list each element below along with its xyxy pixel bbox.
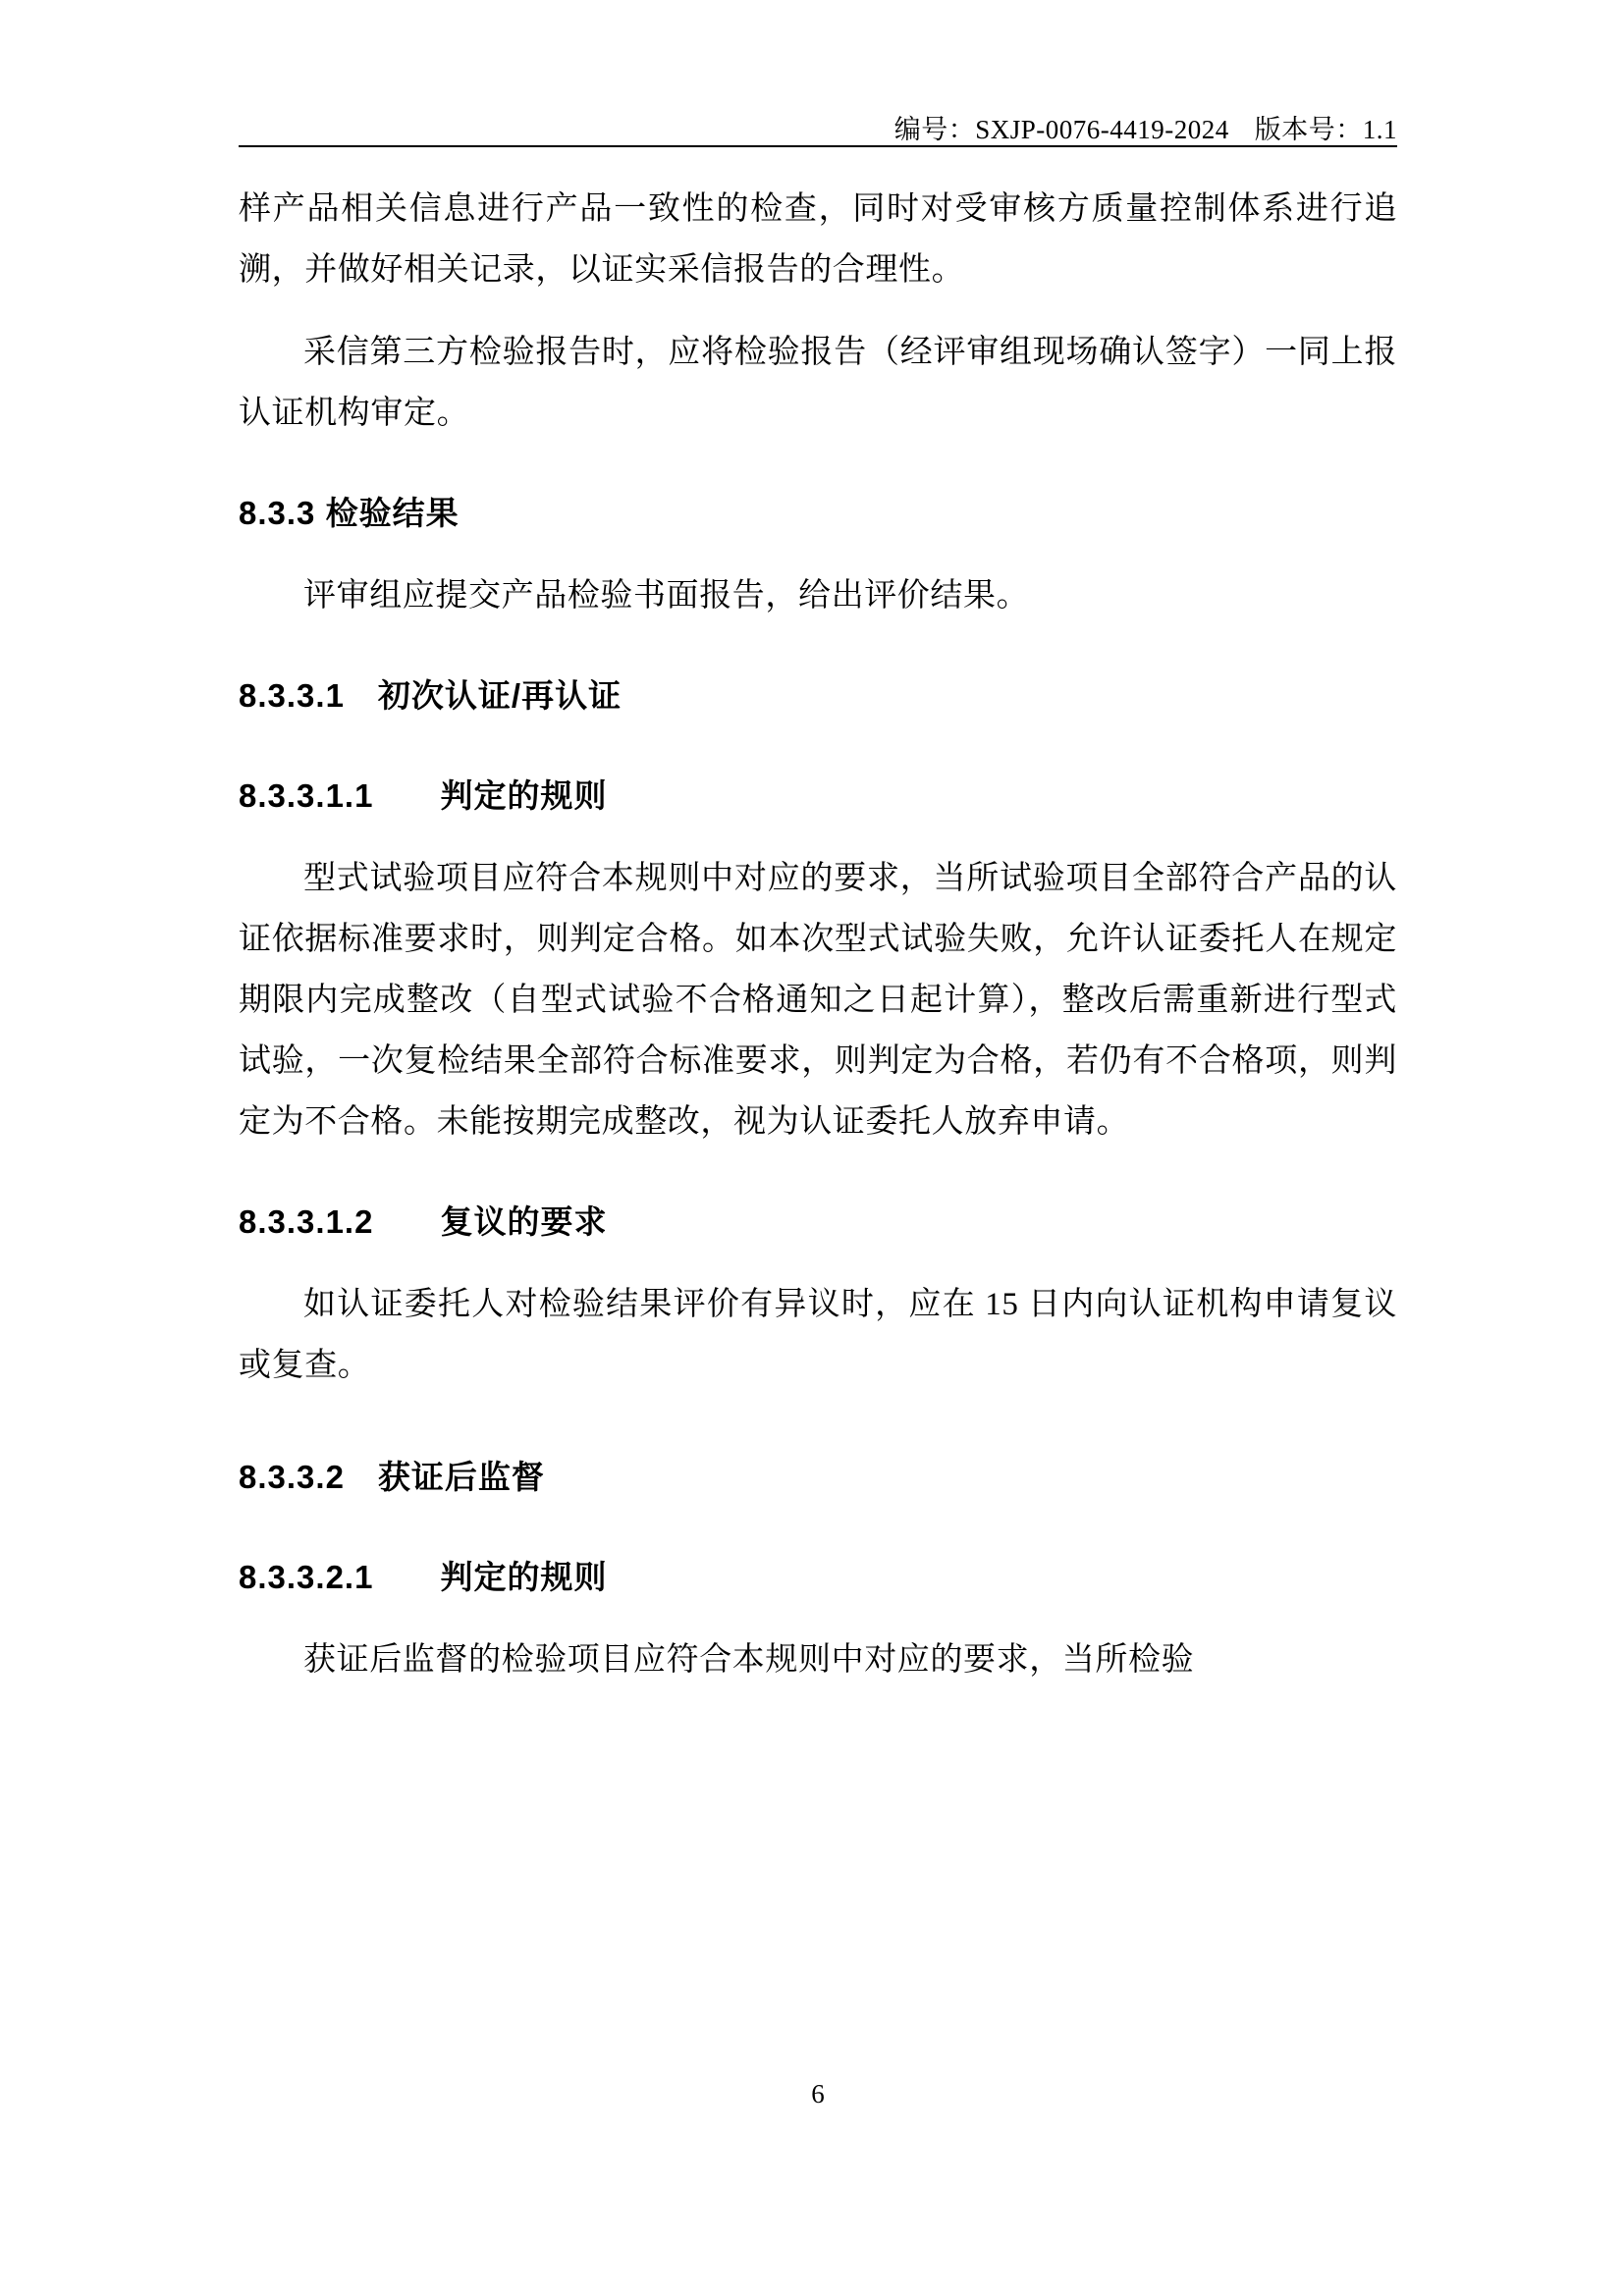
heading-8-3-3-1-1: 8.3.3.1.1 判定的规则	[239, 777, 608, 814]
paragraph-post-certification-supervision: 获证后监督的检验项目应符合本规则中对应的要求，当所检验	[303, 1642, 1195, 1678]
heading-8-3-3-1-2: 8.3.3.1.2 复议的要求	[239, 1203, 608, 1240]
paragraph-third-party-report: 采信第三方检验报告时，应将检验报告（经评审组现场确认签字）一同上报认证机构审定。	[239, 335, 1397, 431]
heading-8-3-3-2-1: 8.3.3.2.1 判定的规则	[239, 1559, 608, 1595]
document-number: 编号：SXJP-0076-4419-2024	[893, 115, 1229, 144]
page-content	[239, 0, 1397, 2296]
page-header	[239, 108, 1397, 146]
heading-8-3-3: 8.3.3 检验结果	[239, 495, 460, 531]
document-body	[239, 179, 1397, 1690]
header-divider	[239, 145, 1397, 147]
paragraph-judgement-rule: 型式试验项目应符合本规则中对应的要求，当所试验项目全部符合产品的认证依据标准要求时，则判定合格。如本次型式试验失败，允许认证委托人在规定期限内完成整改（自型式试验不合格通知之日起计算），整改后需重新进行型式试验，一次复检结果全部符合标准要求，则判定为合格，若仍有不合格项，则判定为不合格。未能按期完成整改，视为认证委托人放弃申请。	[239, 861, 1397, 1140]
page-number: 6	[811, 2079, 825, 2109]
paragraph-review-requirement: 如认证委托人对检验结果评价有异议时，应在 15 日内向认证机构申请复议或复查。	[239, 1287, 1397, 1383]
page-footer	[239, 2079, 1397, 2109]
document-version: 版本号：1.1	[1254, 115, 1397, 144]
paragraph-inspection-result: 评审组应提交产品检验书面报告，给出评价结果。	[303, 578, 1030, 614]
heading-8-3-3-2: 8.3.3.2 获证后监督	[239, 1459, 545, 1495]
paragraph-continued: 样产品相关信息进行产品一致性的检查，同时对受审核方质量控制体系进行追溯，并做好相关记录，以证实采信报告的合理性。	[239, 191, 1397, 288]
heading-8-3-3-1: 8.3.3.1 初次认证/再认证	[239, 677, 623, 714]
